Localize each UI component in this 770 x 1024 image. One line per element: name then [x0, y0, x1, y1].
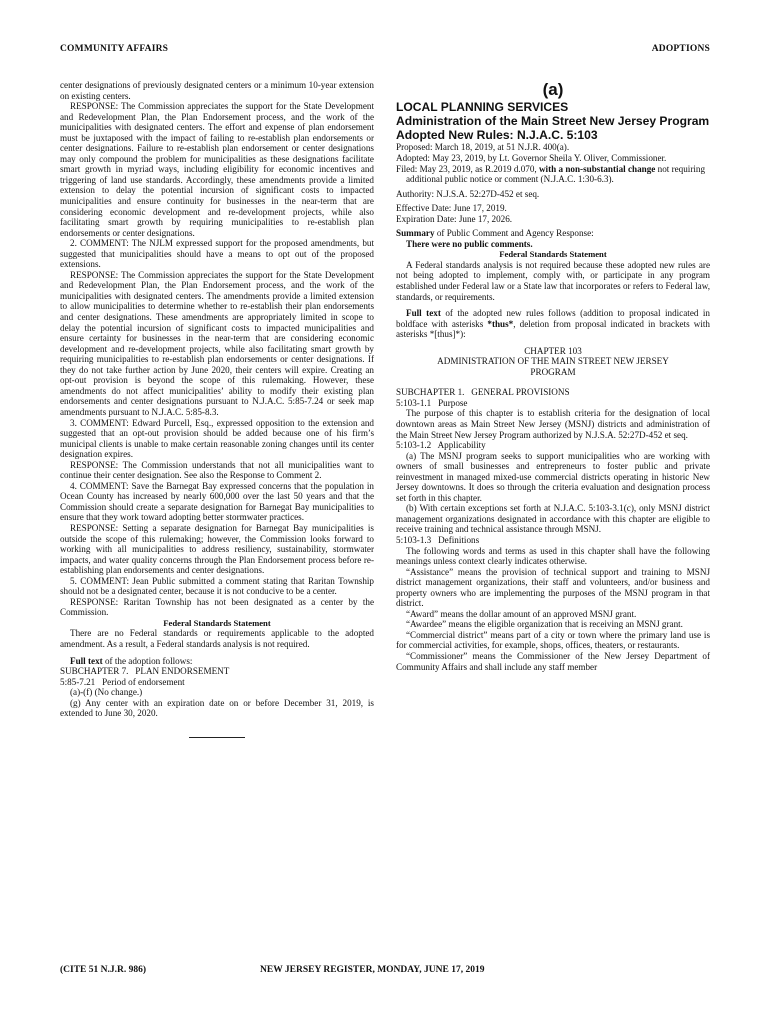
- federal-standards-text: There are no Federal standards or requirements applicable to the adopted amendment. As a result, a Federal standards analysis is not required.: [60, 628, 374, 649]
- summary-label: Summary: [396, 228, 435, 239]
- section-heading: 5:103-1.2 Applicability: [396, 440, 486, 451]
- subchapter-heading: SUBCHAPTER 1. GENERAL PROVISIONS: [396, 387, 570, 398]
- division-heading: Administration of the Main Street New Jersey Program: [396, 114, 710, 128]
- federal-standards-heading: Federal Standards Statement: [499, 249, 607, 260]
- response-paragraph: RESPONSE: The Commission understands that not all municipalities want to continue their center designation. See also the Response to Comment 2.: [60, 459, 374, 481]
- full-text-intro: [396, 308, 710, 340]
- definition: “Commercial district” means part of a city or town where the primary land use is for commercial activities, for example, shops, offices, theaters, or restaurants.: [396, 629, 710, 651]
- rule-title: Adopted New Rules: N.J.A.C. 5:103: [396, 128, 598, 143]
- adoption-letter: (a): [542, 80, 564, 99]
- chapter-title: ADMINISTRATION OF THE MAIN STREET NEW JERSEY PROGRAM: [437, 356, 669, 377]
- definition: “Commissioner” means the Commissioner of the New Jersey Department of Community Affairs and shall include any staff member: [396, 651, 710, 672]
- full-text-text-rest: , deletion from proposal indicated in brackets with asterisks *[thus]*):: [396, 318, 710, 340]
- full-text-label: Full text: [406, 308, 441, 319]
- rule-item: (a)-(f) (No change.): [70, 687, 143, 698]
- register-issue: NEW JERSEY REGISTER, MONDAY, JUNE 17, 2019: [260, 965, 485, 975]
- full-text-rest: of the adoption follows:: [102, 655, 193, 666]
- response-paragraph: RESPONSE: The Commission appreciates the support for the State Development and Redevelopment Plan, the Plan Endorsement process, and the work of the municipalities with designated centers. The amendments provide a limited extension to allow municipalities to determine whether to re-establish their plan endorsements and center designations. These amendments are appropriately limited in scope to delay the potential incursion of significant costs to impacted municipalities and ensure certainty for businesses in the near-term that are considering economic development and re-development projects, while also facilitating smart growth by requiring municipalities to re-establish plan endorsements or center designations. If they do not take further action by June 2020, their centers will expire. Creating an opt-out provision is beyond the scope of this rulemaking. However, these amendments do not affect municipalities’ ability to modify their existing plan endorsements and center designations pursuant to N.J.A.C. 5:85-7.24 or seek map amendments pursuant to N.J.A.C. 5:85-8.3.: [60, 269, 374, 417]
- definition: “Award” means the dollar amount of an approved MSNJ grant.: [406, 608, 637, 619]
- section-heading: 5:85-7.21 Period of endorsement: [60, 676, 185, 687]
- section-running-head: COMMUNITY AFFAIRS: [60, 44, 169, 54]
- filed-change-note: with a non-substantial change: [538, 163, 656, 174]
- agency-heading: LOCAL PLANNING SERVICES: [396, 100, 569, 114]
- comment-paragraph: 4. COMMENT: Save the Barnegat Bay expressed concerns that the population in Ocean County has increased by nearly 600,000 over the last 50 years and that the Commission should create a separate designation for Barnegat Bay municipalities to ensure that they work toward adopting better stormwater practices.: [60, 480, 374, 523]
- adopted-line: Adopted: May 23, 2019, by Lt. Governor Sheila Y. Oliver, Commissioner.: [396, 152, 667, 163]
- category-running-head: ADOPTIONS: [651, 44, 710, 54]
- expiration-date-line: Expiration Date: June 17, 2026.: [396, 213, 513, 224]
- definition: “Assistance” means the provision of technical support and training to MSNJ district management organizations, their staff and volunteers, and/or business and property owners who are implementing the purposes of the MSNJ program in that district.: [396, 566, 710, 609]
- proposed-line: Proposed: March 18, 2019, at 51 N.J.R. 400(a).: [396, 142, 570, 153]
- filed-line: [396, 164, 710, 185]
- section-heading: 5:103-1.3 Definitions: [396, 535, 480, 545]
- federal-standards-heading: Federal Standards Statement: [163, 617, 271, 628]
- running-head: [60, 44, 710, 58]
- thus-example: *thus*: [487, 318, 514, 329]
- comment-paragraph: 5. COMMENT: Jean Public submitted a comment stating that Raritan Township should not be a designated center, because it is not conducive to be a center.: [60, 575, 374, 597]
- section-heading: 5:103-1.1 Purpose: [396, 397, 468, 408]
- section-text: The purpose of this chapter is to establish criteria for the designation of local downtown areas as Main Street New Jersey (MSNJ) districts and administration of the Main Street New Jersey Program authorized by N.J.S.A. 52:27D-452 et seq.: [396, 408, 710, 440]
- comment-paragraph: 3. COMMENT: Edward Purcell, Esq., expressed opposition to the extension and suggested that an opt-out provision should be added because one of his firm’s municipal clients is unable to make certain reasonable zoning changes until its center designation expires.: [60, 417, 374, 460]
- summary-rest: of Public Comment and Agency Response:: [434, 228, 594, 239]
- summary-line: [396, 228, 710, 239]
- full-text-intro: [60, 656, 374, 667]
- response-paragraph: RESPONSE: The Commission appreciates the support for the State Development and Redevelopment Plan, the Plan Endorsement process, and the work of the municipalities with designated centers. The effort and expense of plan endorsement must be juxtaposed with the impact of failing to re-establish plan endorsements or center designations. Failure to re-establish plan endorsement or center designations may only compound the problem for municipalities as these designations facilitate smart growth in myriad ways, including eligibility for economic incentives and triggering of land use standards. Accordingly, these amendments provide a limited extension to delay the potential incursion of significant costs to impacted municipalities and ensure continuity for businesses in the near-term that are considering economic development and re-development projects, while also facilitating smart growth by requiring municipalities to re-establish plan endorsements or center designations.: [60, 101, 374, 238]
- right-column: [396, 80, 710, 672]
- full-text-label: Full text: [70, 655, 103, 666]
- citation: (CITE 51 N.J.R. 986): [60, 965, 147, 975]
- filed-text: Filed: May 23, 2019, as R.2019 d.070,: [396, 163, 539, 174]
- federal-standards-text: A Federal standards analysis is not required because these adopted new rules are not being adopted to implement, comply with, or participate in any program established under Federal law or a State law that incorporates or refers to Federal law, standards, or requirements.: [396, 259, 710, 302]
- subchapter-heading: SUBCHAPTER 7. PLAN ENDORSEMENT: [60, 666, 230, 677]
- comment-paragraph: 2. COMMENT: The NJLM expressed support for the proposed amendments, but suggested that municipalities should have a means to opt out of the proposed extensions.: [60, 238, 374, 270]
- section-text: (b) With certain exceptions set forth at N.J.A.C. 5:103-3.1(c), only MSNJ district management organizations designated in accordance with this chapter are eligible to receive training and technical assistance through MSNJ.: [396, 503, 710, 535]
- full-text-text: of the adopted new rules follows (addition to proposal indicated in boldface with asterisks: [396, 308, 710, 329]
- response-paragraph: RESPONSE: Raritan Township has not been designated as a center by the Commission.: [60, 596, 374, 618]
- left-column: [60, 80, 374, 738]
- section-text: The following words and terms as used in this chapter shall have the following meanings unless context clearly indicates otherwise.: [396, 545, 710, 567]
- end-of-adoption-rule: [189, 737, 245, 738]
- no-comments-line: There were no public comments.: [406, 238, 533, 249]
- chapter-number: CHAPTER 103: [524, 345, 582, 356]
- section-text: (a) The MSNJ program seeks to support municipalities who are working with owners of small businesses and entrepreneurs to foster public and private reinvestment in managed mixed-use commercial districts operating in historic New Jersey downtowns. It does so through the criteria evaluation and designation process set forth in this chapter.: [396, 450, 710, 503]
- comment-paragraph: center designations of previously designated centers or a minimum 10-year extension on existing centers.: [60, 80, 374, 101]
- effective-date-line: Effective Date: June 17, 2019.: [396, 203, 507, 214]
- page-footer: [60, 965, 710, 979]
- filed-text-rest: not requiring additional public notice or comment (N.J.A.C. 1:30-6.3).: [406, 163, 706, 185]
- definition: “Awardee” means the eligible organization that is receiving an MSNJ grant.: [406, 619, 683, 630]
- authority-line: Authority: N.J.S.A. 52:27D-452 et seq.: [396, 188, 540, 199]
- rule-item: (g) Any center with an expiration date on or before December 31, 2019, is extended to June 30, 2020.: [60, 697, 374, 719]
- response-paragraph: RESPONSE: Setting a separate designation for Barnegat Bay municipalities is outside the scope of this rulemaking; however, the Commission looks forward to working with all municipalities to address resiliency, sustainability, stormwater impacts, and water quality concerns through the Plan Endorsement process before re-establishing plan endorsements and center designations.: [60, 522, 374, 576]
